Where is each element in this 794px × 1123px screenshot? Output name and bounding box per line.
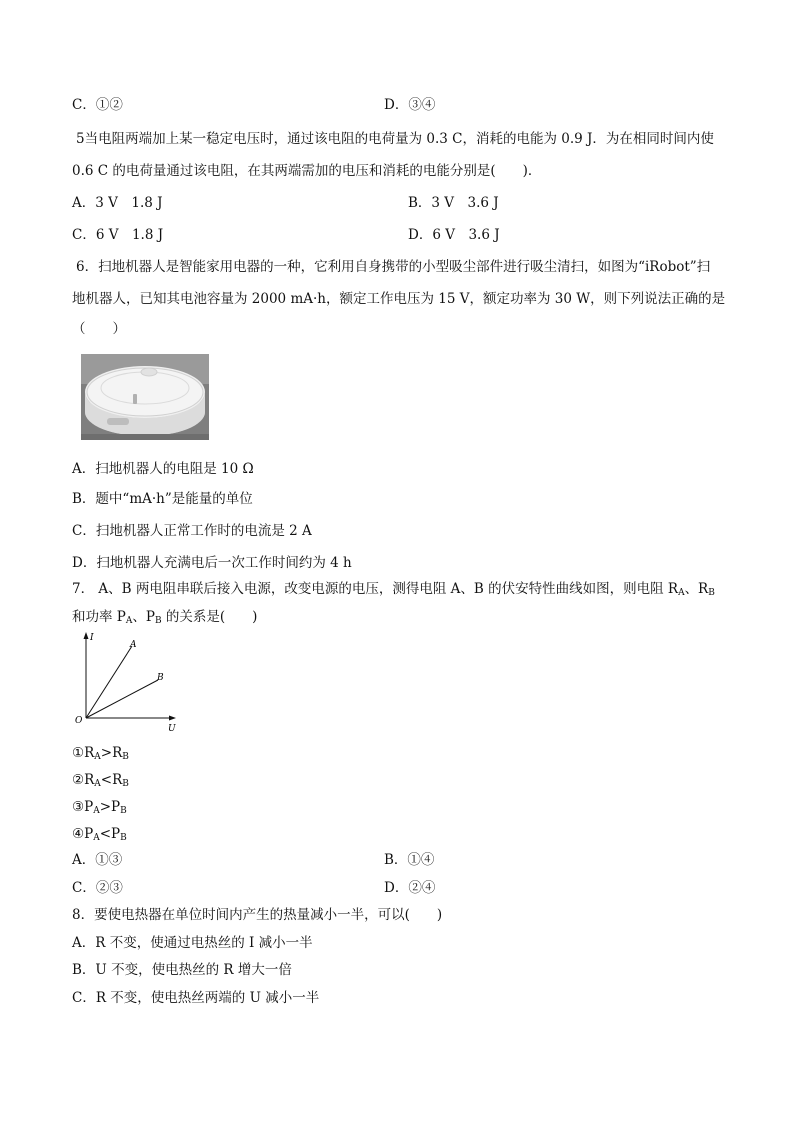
q5-option-d: D．6 V 3.6 J bbox=[408, 227, 500, 243]
q7-stem-line1: 7． A、B 两电阻串联后接入电源，改变电源的电压，测得电阻 A、B 的伏安特性曲线如图，则电阻 $R_A$、$R_B$ bbox=[72, 581, 715, 598]
graph-y-arrow bbox=[84, 632, 89, 639]
q4-option-d: D．③④ bbox=[384, 97, 436, 113]
q6-option-a: A．扫地机器人的电阻是 10 Ω bbox=[72, 461, 254, 477]
q6-stem-line3: （ ） bbox=[72, 321, 126, 337]
q5-option-a: A．3 V 1.8 J bbox=[72, 195, 163, 211]
q7-item-3: $③P_A>P_B$ bbox=[72, 799, 127, 816]
q8-option-a: A．R 不变，使通过电热丝的 I 减小一半 bbox=[72, 935, 313, 951]
q5-option-c: C．6 V 1.8 J bbox=[72, 227, 164, 243]
q6-stem-line2: 地机器人，已知其电池容量为 2000 mA·h，额定工作电压为 15 V，额定功率为 30 W，则下列说法正确的是 bbox=[72, 291, 726, 307]
q7-stem-line2: 和功率 $P_A$、$P_B$ 的关系是( ) bbox=[72, 609, 258, 626]
graph-line-b bbox=[86, 680, 158, 718]
robot-vacuum-photo bbox=[81, 354, 209, 440]
q6-option-b: B．题中“mA·h”是能量的单位 bbox=[72, 491, 253, 507]
q6-option-d: D．扫地机器人充满电后一次工作时间约为 4 h bbox=[72, 555, 352, 571]
q5-stem-line1: 5当电阻两端加上某一稳定电压时，通过该电阻的电荷量为 0.3 C，消耗的电能为 0.9 J．为在相同时间内使 bbox=[76, 131, 714, 147]
q8-option-c: C．R 不变，使电热丝两端的 U 减小一半 bbox=[72, 990, 320, 1006]
q7-option-c: C．②③ bbox=[72, 880, 123, 896]
q6-stem-line1: 6．扫地机器人是智能家用电器的一种，它利用自身携带的小型吸尘部件进行吸尘清扫，如图为“iRobot”扫 bbox=[76, 259, 711, 275]
q7-option-d: D．②④ bbox=[384, 880, 436, 896]
graph-x-arrow bbox=[169, 716, 176, 721]
graph-line-a bbox=[86, 646, 132, 718]
iu-characteristic-graph bbox=[66, 628, 192, 738]
q4-option-c: C．①② bbox=[72, 97, 123, 113]
q7-option-b: B．①④ bbox=[384, 852, 435, 868]
q7-item-2: $②R_A<R_B$ bbox=[72, 772, 129, 789]
q5-stem-line2: 0.6 C 的电荷量通过该电阻，在其两端需加的电压和消耗的电能分别是( )． bbox=[72, 163, 542, 179]
graph-x-label: U bbox=[168, 724, 176, 734]
q7-item-1: $①R_A>R_B$ bbox=[72, 745, 129, 762]
q8-stem: 8．要使电热器在单位时间内产生的热量减小一半，可以( ) bbox=[72, 907, 443, 923]
q8-option-b: B．U 不变，使电热丝的 R 增大一倍 bbox=[72, 962, 292, 978]
graph-y-label: I bbox=[90, 633, 94, 643]
q7-option-a: A．①③ bbox=[72, 852, 123, 868]
q5-option-b: B．3 V 3.6 J bbox=[408, 195, 499, 211]
graph-label-b: B bbox=[157, 673, 164, 683]
q7-item-4: $④P_A<P_B$ bbox=[72, 826, 127, 843]
graph-origin-label: O bbox=[75, 716, 83, 726]
graph-label-a: A bbox=[130, 640, 137, 650]
q6-option-c: C．扫地机器人正常工作时的电流是 2 A bbox=[72, 523, 312, 539]
